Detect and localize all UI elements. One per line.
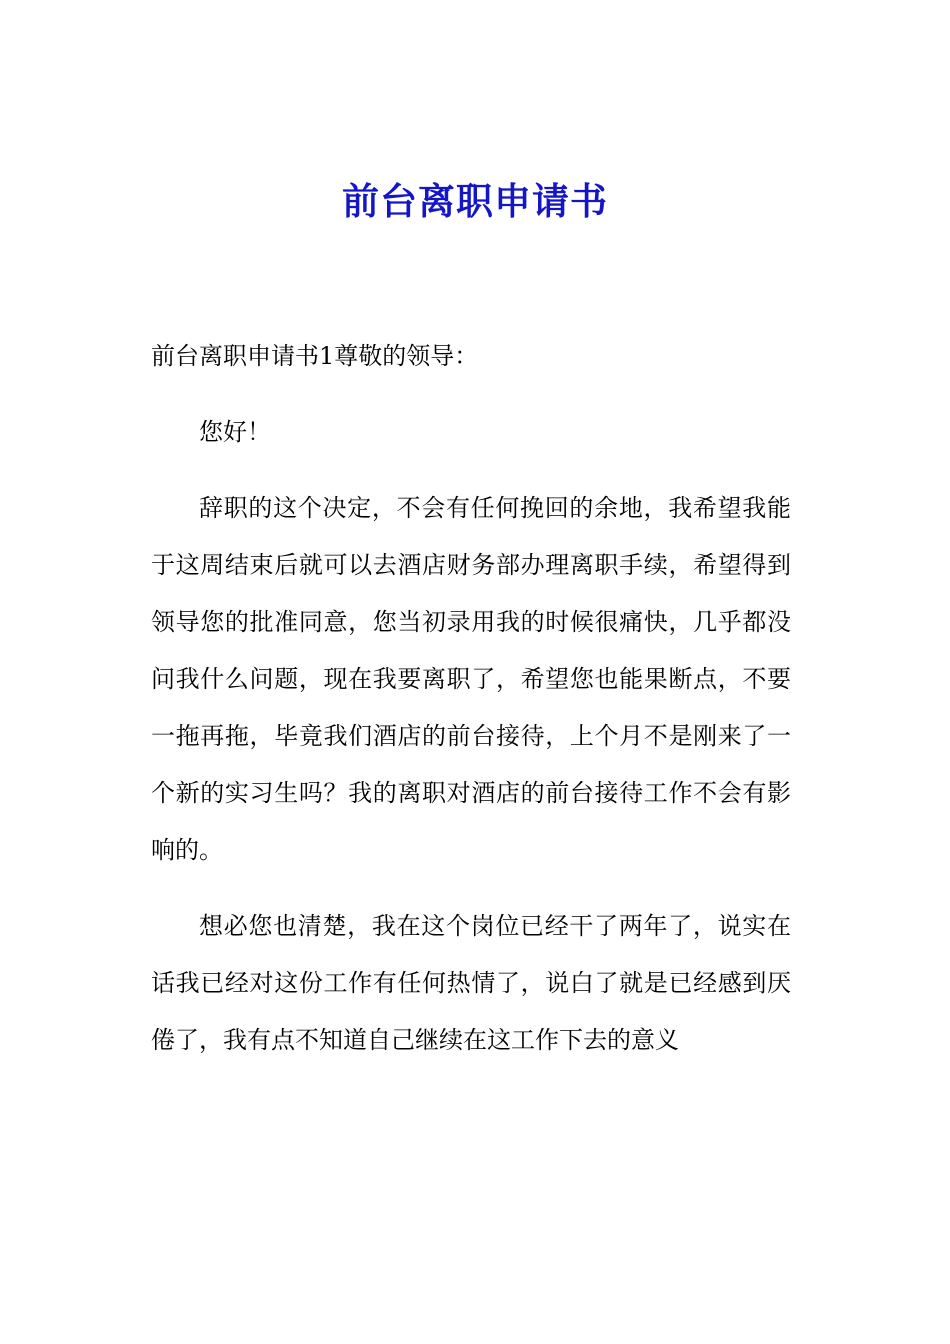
document-body [151,328,791,1088]
document-title: 前台离职申请书 [342,180,608,223]
body-paragraph: 辞职的这个决定，不会有任何挽回的余地，我希望我能于这周结束后就可以去酒店财务部办理离职手续，希望得到领导您的批准同意，您当初录用我的时候很痛快，几乎都没问我什么问题，现在我要离职了，希望您也能果断点，不要一拖再拖，毕竟我们酒店的前台接待，上个月不是刚来了一个新的实习生吗？我的离职对酒店的前台接待工作不会有影响的。 [151,494,791,864]
salutation-paragraph: 前台离职申请书1尊敬的领导： [151,342,479,370]
greeting-paragraph: 您好！ [199,418,271,446]
body-paragraph: 想必您也清楚，我在这个岗位已经干了两年了，说实在话我已经对这份工作有任何热情了，说白了就是已经感到厌倦了，我有点不知道自己继续在这工作下去的意义 [151,912,791,1054]
